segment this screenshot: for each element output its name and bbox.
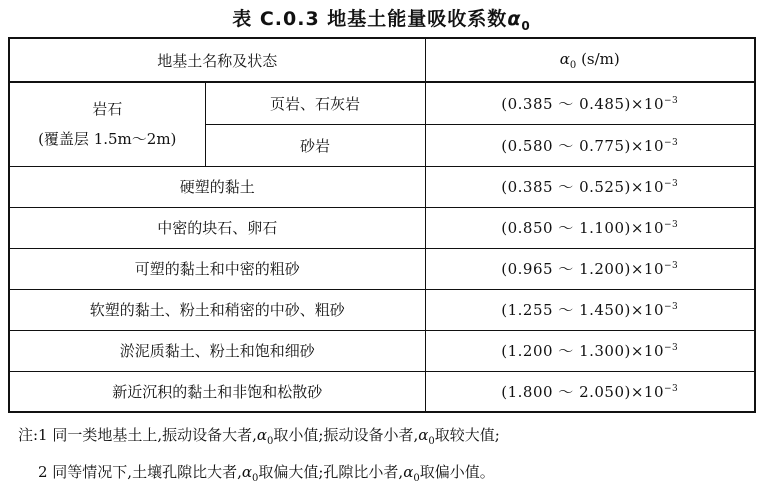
table-row (9, 371, 755, 412)
table-header-row (9, 38, 755, 82)
table-row (9, 330, 755, 371)
alpha-value-cell: (1.800 ～ $2.050)\times 10^{-3}$ (425, 371, 755, 412)
table-title-text: 表 C.0.3 地基土能量吸收系数 (232, 8, 508, 30)
rock-group-cell (9, 82, 205, 166)
table-row (9, 207, 755, 248)
soil-name-cell: 软塑的黏土、粉土和稍密的中砂、粗砂 (9, 289, 425, 330)
note-1: 注:1 同一类地基土上,振动设备大者$,\alpha_0$取小值;振动设备小者$,\alpha_0$取较大值; (18, 426, 500, 447)
alpha-value-cell: (0.385 ～ $0.485)\times 10^{-3}$ (425, 82, 755, 124)
alpha-symbol: $\alpha_0$ (256, 426, 274, 447)
alpha-value-cell: (0.965 ～ $1.200)\times 10^{-3}$ (425, 248, 755, 289)
table-title (0, 4, 763, 33)
table-title-symbol: $\alpha_0$ (507, 8, 531, 33)
rock-label: 岩石 (92, 100, 123, 119)
table-row (9, 166, 755, 207)
alpha-value-cell: (0.850 ～ $1.100)\times 10^{-3}$ (425, 207, 755, 248)
soil-name-cell: 中密的块石、卵石 (9, 207, 425, 248)
table-row (9, 289, 755, 330)
header-alpha: $\alpha_0$ (s/m) (425, 38, 755, 82)
soil-name-cell: 硬塑的黏土 (9, 166, 425, 207)
table-row (9, 248, 755, 289)
absorption-coefficient-table (8, 37, 756, 413)
alpha-value-cell: (0.385 ～ $0.525)\times 10^{-3}$ (425, 166, 755, 207)
alpha-symbol: $\alpha_0$ (418, 426, 435, 447)
soil-name-cell: 砂岩 (205, 124, 425, 166)
soil-name-cell: 新近沉积的黏土和非饱和松散砂 (9, 371, 425, 412)
alpha-value-cell: (0.580 ～ $0.775)\times 10^{-3}$ (425, 124, 755, 166)
table-notes (18, 420, 758, 494)
alpha-value-cell: (1.200 ～ $1.300)\times 10^{-3}$ (425, 330, 755, 371)
soil-name-cell: 可塑的黏土和中密的粗砂 (9, 248, 425, 289)
alpha-symbol: $\alpha_0$ (241, 463, 259, 484)
alpha-symbol: $\alpha_0$ (403, 463, 420, 484)
alpha-value-cell: (1.255 ～ $1.450)\times 10^{-3}$ (425, 289, 755, 330)
soil-name-cell: 页岩、石灰岩 (205, 82, 425, 124)
note-2: 2 同等情况下,土壤孔隙比大者$,\alpha_0$取偏大值;孔隙比小者$,\alpha_0$取偏小值。 (38, 463, 495, 484)
table-row (9, 82, 755, 124)
header-soil-name: 地基土名称及状态 (9, 38, 425, 82)
soil-name-cell: 淤泥质黏土、粉土和饱和细砂 (9, 330, 425, 371)
rock-sublabel: (覆盖层 1.5m～2m) (38, 130, 177, 149)
